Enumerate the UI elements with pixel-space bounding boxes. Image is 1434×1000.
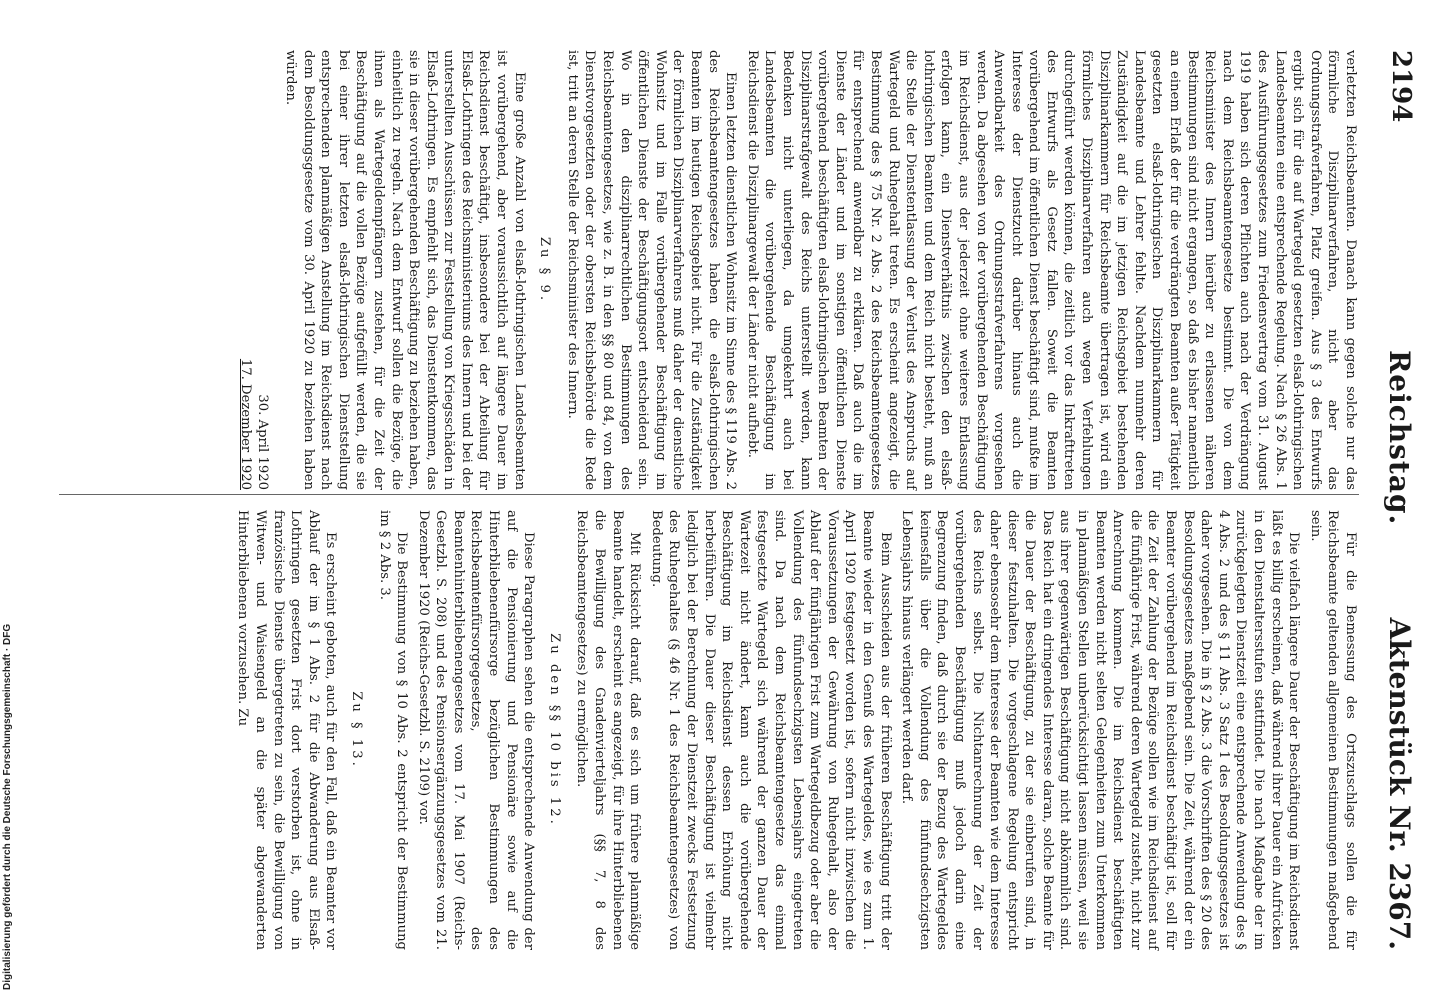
paragraph: Diese Paragraphen sehen die entsprechende Anwendung der auf die Pensionierung und Pensionäre sowie auf die Hinterbliebenenfürsorge bezüglichen Bestimmungen des Reichsbeamtenfürsorgegesetzes, des Beamtenhinterbliebenengesetzes vom 17. Mai 1907 (Reichs-Gesetzbl. S. 208) und des Pensionsergänzungsgesetzes vom 21. Dezember 1920 (Reichs-Gesetzbl. S. 2109) vor. [415,510,537,950]
paragraph: Einen letzten dienstlichen Wohnsitz im Sinne des § 119 Abs. 2 des Reichsbeamtengesetzes haben die elsaß-lothringischen Beamten im heutigen Reichsgebiet nicht. Für die Zuständigkeit der förmlichen Disziplinarverfahrens muß daher der dienstliche Wohnsitz und im Falle vorübergehender Beschäftigung im öffentlichen Dienste der Beschäftigungsort entscheidend sein. Wo in den disziplinarrechtlichen Bestimmungen des Reichsbeamtengesetzes, wie z. B. in den §§ 80 und 84, von dem Dienstvorgesetzten oder der obersten Reichsbehörde die Rede ist, tritt an deren Stelle der Reichsminister des Innern. [564,50,739,490]
paragraph: Eine große Anzahl von elsaß-lothringischen Landesbeamten ist vorübergehend, aber voraussichtlich auf längere Dauer im Reichsdienst beschäftigt, insbesondere bei der Abteilung für Elsaß-Lothringen des Reichsministeriums des Innern und bei der unterstellten Ausschüssen zur Feststellung von Kriegsschäden in Elsaß-Lothringen. Es empfiehlt sich, das Dienstentkommen, das sie in dieser vorübergehenden Beschäftigung zu beziehen haben, einheitlich zu regeln. Nach dem Entwurf sollen die Bezüge, die ihnen als Wartegeldempfängern zustehen, für die Zeit der Beschäftigung auf die vollen Bezüge aufgefüllt werden, die sie bei einer ihrer letzten elsaß-lothringischen Dienststellung entsprechenden planmäßigen Anstellung im Reichsdienst nach dem Besoldungsgesetze vom 30. April 1920 zu beziehen haben würden. [282,50,527,490]
footer-text: Digitalisierung gefördert durch die Deutsche Forschungsgemeinschaft · DFG [2,623,13,990]
paragraph: Mit Rücksicht darauf, daß es sich um frühere planmäßige Beamte handelt, erscheint es angezeigt, für ihre Hinterbliebenen die Bewilligung des Gnadenvierteljahrs (§§ 7, 8 des Reichsbeamtengesetzes) zu ermöglichen. [574,510,643,950]
paragraph: Die vielfach längere Dauer der Beschäftigung im Reichsdienst läßt es billig erscheinen, daß während ihrer Dauer ein Aufrücken in den Dienstaltersstufen stattfindet. Die nach Maßgabe der im zurückgelegten Dienstzeit eine entsprechende Anwendung des § 4 Abs. 2 und des § 11 Abs. 3 Satz 1 des Besoldungsgesetzes ist daher vorgesehen. Die in § 2 Abs. 3 die Vorschriften des § 20 des Besoldungsgesetzes maßgebend sein. Die Zeit, während der ein Beamter vorübergehend im Reichsdienst beschäftigt ist, soll für die Zeit der Zahlung der Bezüge sollen wie im Reichsdienst auf die fünfjährige Frist, während deren Wartegeld zusteht, nicht zur Anrechnung kommen. Die im Reichsdienst beschäftigten Beamten werden nicht selten Gelegenheiten zum Unterkommen in planmäßigen Stellen unberücksichtigt lassen müssen, weil sie aus ihrer gegenwärtigen Beschäftigung nicht abkömmlich sind. Das Reich hat ein dringendes Interesse daran, solche Beamte für die Dauer der Beschäftigung, zu der sie einberufen sind, in dieser festzuhalten. Die vorgeschlagene Regelung entspricht daher ebensosehr dem Interesse der Beamten wie dem Interesse des Reichs selbst. Die Nichtanrechnung der Zeit der vorübergehenden Beschäftigung muß jedoch darin eine Begrenzung finden, daß durch sie der Bezug des Wartegeldes keinesfalls über die Vollendung des fünfundsechzigsten Lebensjahrs hinaus verlängert werden darf. [899,510,1302,950]
paragraph: Es erscheint geboten, auch für den Fall, daß ein Beamter vor Ablauf der im § 1 Abs. 2 für die Abwanderung aus Elsaß-Lothringen gesetzten Frist dort verstorben ist, ohne in französische Dienste übergetreten zu sein, die Bewilligung von Witwen- und Waisengeld an die später abgewanderten Hinterbliebenen vorzusehen. Zu [235,510,339,950]
document-number: Aktenstück Nr. 2367. [1383,617,1416,950]
left-column [236,50,1359,490]
header-title: Reichstag. [1383,350,1416,526]
funding-footer [2,600,20,990]
paragraph: Die Bestimmung von § 10 Abs. 2 entspricht der Bestimmung im § 2 Abs. 3. [376,510,410,950]
date-note: 30. April 1920 [255,394,271,490]
column-divider [59,494,1359,495]
section-heading: Zu den §§ 10 bis 12. [546,633,562,827]
date-note: 17. Dezember 1920 [237,358,253,490]
date-notes [236,50,271,490]
right-column [230,510,1359,950]
paragraph: Beim Ausscheiden aus der früheren Beschäftigung tritt der Beamte wieder in den Genuß des Wartegeldes, wie es zum 1. April 1920 festgesetzt worden ist, sofern nicht inzwischen die Voraussetzungen der Gewährung von Ruhegehalt, also der Ablauf der fünfjährigen Frist zum Wartegeldbezug oder aber die Vollendung des fünfundsechzigsten Lebensjahrs eingetreten sind. Da nach dem Reichsbeamtengesetze das einmal festgesetzte Wartegeld sich während der ganzen Dauer der Wartezeit nicht ändert, kann auch die vorübergehende Beschäftigung im Reichsdienst dessen Erhöhung nicht herbeiführen. Die Dauer dieser Beschäftigung ist vielmehr lediglich bei der Berechnung der Dienstzeit zwecks Festsetzung des Ruhegehaltes (§ 46 Nr. 1 des Reichsbeamtengesetzes) von Bedeutung. [648,510,893,950]
paragraph: verletzten Reichsbeamten. Danach kann gegen solche nur das förmliche Disziplinarverfahren, nicht aber das Ordnungsstrafverfahren, Platz greifen. Aus § 3 des Entwurfs ergibt sich für die auf Wartegeld gesetzten elsaß-lothringischen Landesbeamten eine entsprechende Regelung. Nach § 26 Abs. 1 des Ausführungsgesetzes zum Friedensvertrag vom 31. August 1919 haben sich deren Pflichten auch nach der Verdrängung nach dem Reichsbeamtengesetze bestimmt. Die von dem Reichsminister des Innern hierüber zu erlassenen näheren Bestimmungen sind nicht ergangen, so daß es bisher namentlich an einem Erlaß der für die verdrängten Beamten außer Tätigkeit gesetzten elsaß-lothringischen Disziplinarkammern für Landesbeamte und Lehrer fehlte. Nachdem nunmehr deren Zuständigkeit auf die im jetzigen Reichsgebiet bestehenden Disziplinarkammern für Reichsbeamte übertragen ist, wird ein förmliches Disziplinarverfahren auch wegen Verfehlungen durchgeführt werden können, die zeitlich vor das Inkrafttreten des Entwurfs als Gesetz fallen. Soweit die Beamten vorübergehend im öffentlichen Dienst beschäftigt sind, mußte im Interesse der Dienstzucht darüber hinaus auch die Anwendbarkeit des Ordnungsstrafverfahrens vorgesehen werden. Da abgesehen von der vorübergehenden Beschäftigung im Reichsdienst, aus der jederzeit ohne weiteres Entlassung erfolgen kann, ein Dienstverhältnis zwischen den elsaß-lothringischen Beamten und dem Reich nicht besteht, muß an die Stelle der Dienstentlassung der Verlust des Anspruchs auf Wartegeld und Ruhegehalt treten. Es erscheint angezeigt, die Bestimmung des § 75 Nr. 2 Abs. 2 des Reichsbeamtengesetzes für entsprechend anwendbar zu erklären. Daß auch die im Dienste der Länder und im sonstigen öffentlichen Dienste vorübergehend beschäftigten elsaß-lothringischen Beamten der Disziplinarstrafgewalt des Reichs unterstellt werden, kann Bedenken nicht unterliegen, da umgekehrt auch bei Landesbeamten die vorübergehende Beschäftigung im Reichsdienst die Disziplinargewalt der Länder nicht aufhebt. [744,50,1358,490]
section-heading: Zu § 9. [537,236,553,304]
paragraph: Für die Bemessung des Ortszuschlags sollen die für Reichsbeamte geltenden allgemeinen Bestimmungen maßgebend sein. [1307,510,1358,950]
section-heading: Zu § 13. [348,691,364,769]
page-number: 2194 [1386,50,1416,123]
page-header [1366,50,1416,950]
